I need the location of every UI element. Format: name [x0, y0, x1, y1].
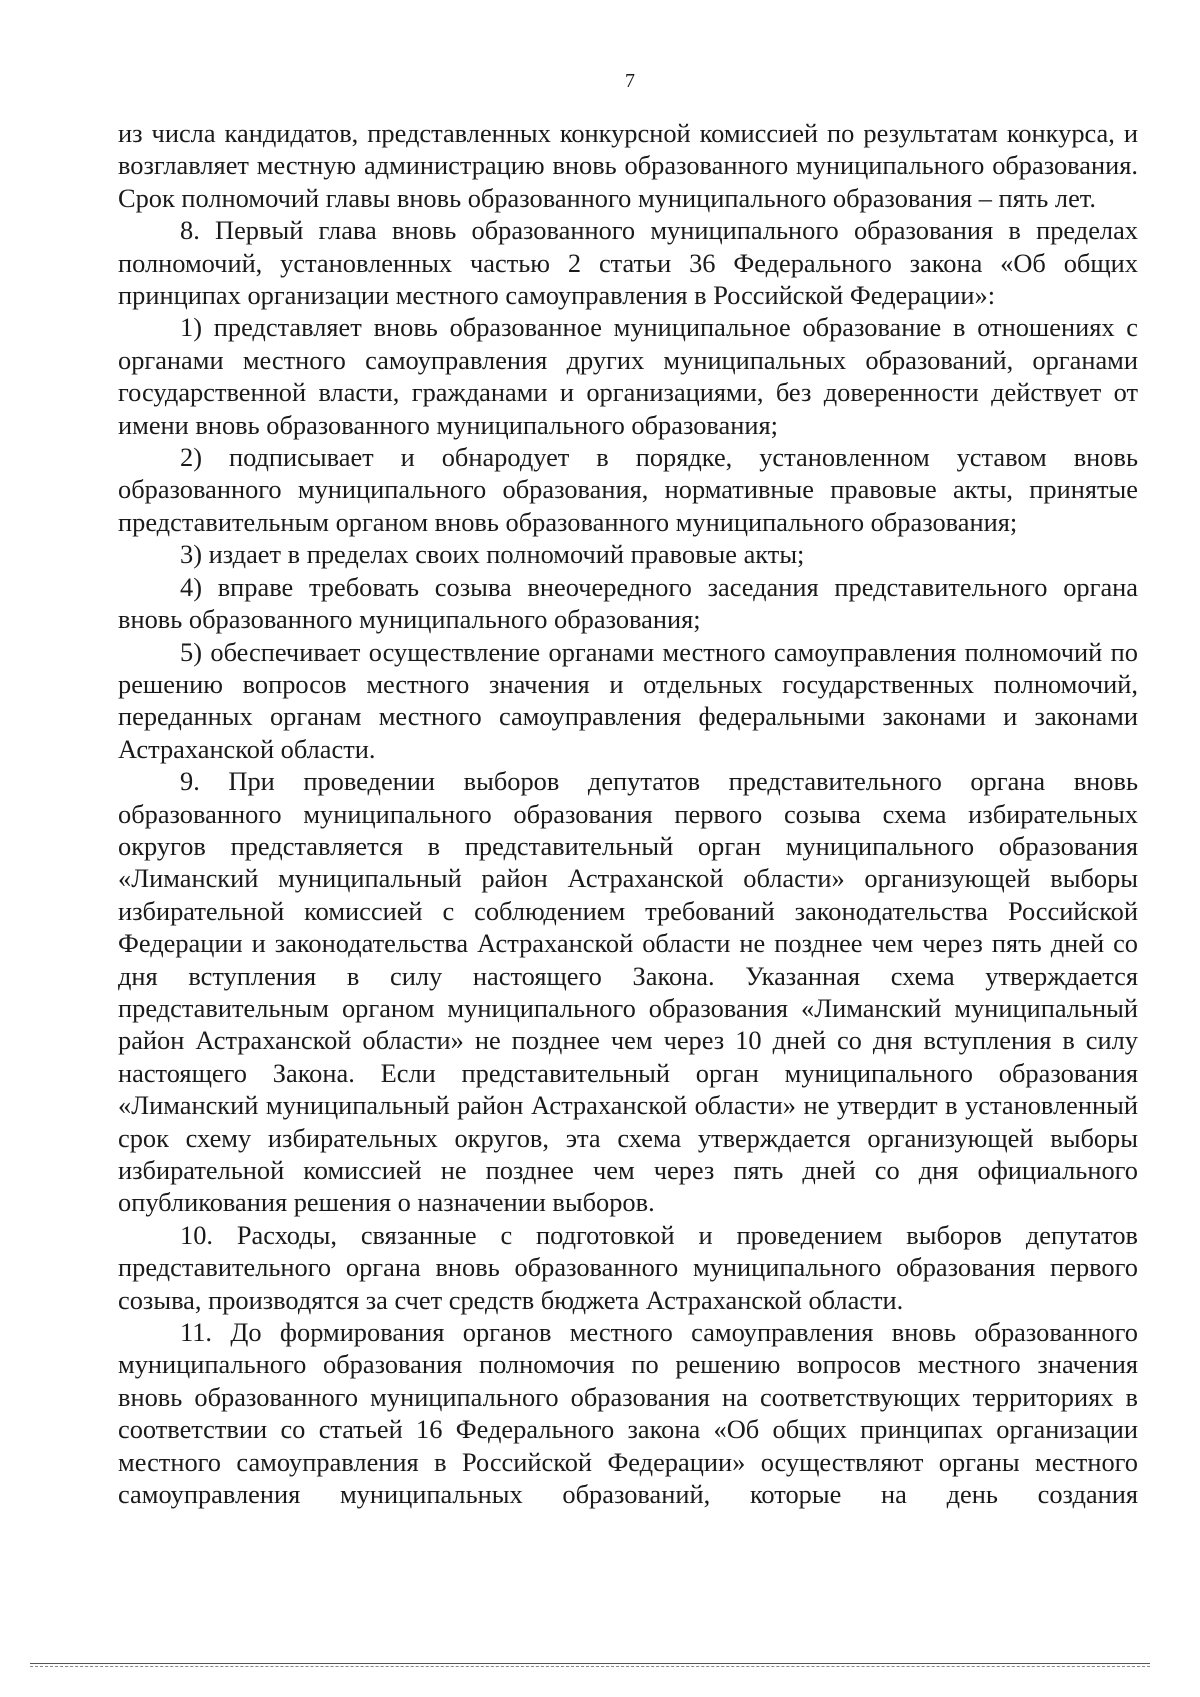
paragraph-continuation: из числа кандидатов, представленных конкурсной комиссией по результатам конкурса, и возглавляет местную администрацию вновь образованного муниципального образования. Срок полномочий главы вновь образованного муниципального образования – пять лет. [118, 118, 1138, 213]
paragraph-subitem-5: 5) обеспечивает осуществление органами местного самоуправления полномочий по решению вопросов местного значения и отдельных государственных полномочий, переданных органам местного самоуправления федеральными законами и законами Астраханской области. [118, 636, 1138, 764]
paragraph-subitem-3: 3) издает в пределах своих полномочий правовые акты; [180, 539, 805, 570]
footer-rule-dashed [30, 1666, 1150, 1667]
page-number: 7 [625, 70, 635, 92]
paragraph-subitem-4: 4) вправе требовать созыва внеочередного заседания представительного органа вновь образованного муниципального образования; [118, 571, 1138, 635]
paragraph-item-8: 8. Первый глава вновь образованного муниципального образования в пределах полномочий, установленных частью 2 статьи 36 Федерального закона «Об общих принципах организации местного самоуправления в Российской Федерации»: [118, 215, 1138, 311]
paragraph-subitem-2: 2) подписывает и обнародует в порядке, установленном уставом вновь образованного муниципального образования, нормативные правовые акты, принятые представительным органом вновь образованного муниципального образования; [118, 442, 1138, 537]
paragraph-item-11: 11. До формирования органов местного самоуправления вновь образованного муниципального образования полномочия по решению вопросов местного значения вновь образованного муниципального образования на соответствующих территориях в соответствии со статьей 16 Федерального закона «Об общих принципах организации местного самоуправления в Российской Федерации» осуществляют органы местного самоуправления муниципальных образований, которые на день создания [118, 1317, 1138, 1510]
footer-rule [30, 1663, 1150, 1664]
paragraph-item-10: 10. Расходы, связанные с подготовкой и проведением выборов депутатов представительного органа вновь образованного муниципального образования первого созыва, производятся за счет средств бюджета Астраханской области. [118, 1219, 1138, 1315]
paragraph-item-9: 9. При проведении выборов депутатов представительного органа вновь образованного муниципального образования первого созыва схема избирательных округов представляется в представительный орган муниципального образования «Лиманский муниципальный район Астраханской области» организующей выборы избирательной комиссией с соблюдением требований законодательства Российской Федерации и законодательства Астраханской области не позднее чем через пять дней со дня вступления в силу настоящего Закона. Указанная схема утверждается представительным органом муниципального образования «Лиманский муниципальный район Астраханской области» не позднее чем через 10 дней со дня вступления в силу настоящего Закона. Если представительный орган муниципального образования «Лиманский муниципальный район Астраханской области» не утвердит в установленный срок схему избирательных округов, эта схема утверждается организующей выборы избирательной комиссией не позднее чем через пять дней со дня официального опубликования решения о назначении выборов. [118, 766, 1138, 1218]
document-body [118, 117, 1138, 1510]
paragraph-subitem-1: 1) представляет вновь образованное муниципальное образование в отношениях с органами местного самоуправления других муниципальных образований, органами государственной власти, гражданами и организациями, без доверенности действует от имени вновь образованного муниципального образования; [118, 312, 1138, 440]
